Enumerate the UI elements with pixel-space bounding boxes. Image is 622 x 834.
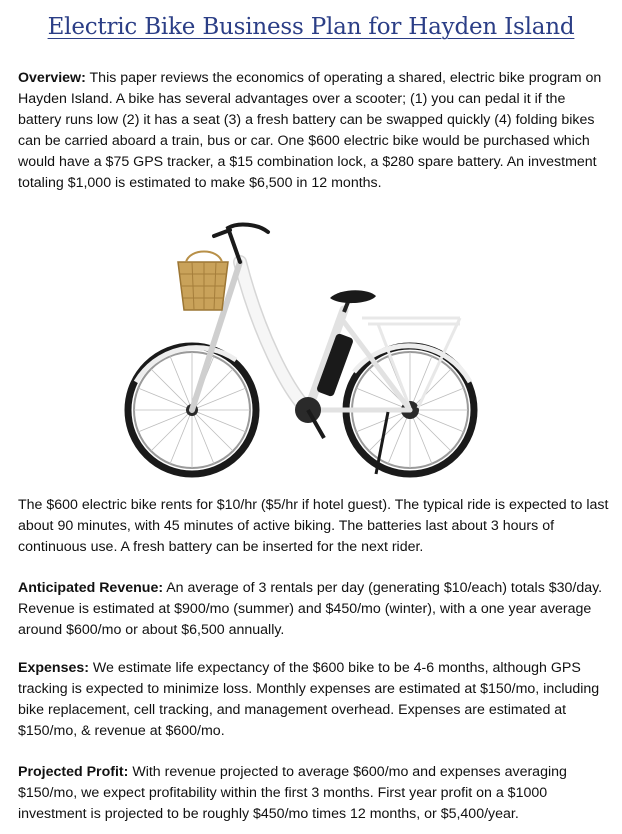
overview-paragraph bbox=[18, 68, 610, 194]
profit-paragraph bbox=[18, 762, 610, 825]
expenses-text: We estimate life expectancy of the $600 bike to be 4-6 months, although GPS tracking is expected to minimize loss. Monthly expenses are estimated at $150/mo, including bike replacement, cell tracking, and management overhead. Expenses are estimated at $150/mo, & revenue at $600/mo. bbox=[18, 660, 600, 739]
overview-text: This paper reviews the economics of operating a shared, electric bike program on Hayden Island. A bike has several advantages over a scooter; (1) you can pedal it if the battery runs low (2) it has a seat (3) a fresh battery can be swapped quickly (4) folding bikes can be carried aboard a train, bus or car. One $600 electric bike would be purchased which would have a $75 GPS tracker, a $15 combination lock, a $280 spare battery. An investment totaling $1,000 is estimated to make $6,500 in 12 months. bbox=[18, 70, 602, 191]
revenue-paragraph bbox=[18, 578, 610, 641]
expenses-paragraph bbox=[18, 658, 610, 742]
bike-seat bbox=[330, 290, 376, 303]
expenses-label: Expenses: bbox=[18, 660, 89, 676]
overview-label: Overview: bbox=[18, 70, 86, 86]
revenue-label: Anticipated Revenue: bbox=[18, 580, 164, 596]
electric-bike-image bbox=[118, 222, 504, 480]
page-title: Electric Bike Business Plan for Hayden Island bbox=[47, 14, 575, 40]
basket bbox=[178, 252, 228, 311]
profit-label: Projected Profit: bbox=[18, 764, 129, 780]
revenue-text: An average of 3 rentals per day (generating $10/each) totals $30/day. Revenue is estimated at $900/mo (summer) and $450/mo (winter), with a one year average around $600/mo or about $6,500 annually. bbox=[18, 580, 603, 638]
profit-text: With revenue projected to average $600/mo and expenses averaging $150/mo, we expect profitability within the first 3 months. First year profit on a $1000 investment is projected to be roughly $450/mo times 12 months, or $5,400/year. bbox=[18, 764, 567, 822]
rental-text: The $600 electric bike rents for $10/hr ($5/hr if hotel guest). The typical ride is expected to last about 90 minutes, with 45 minutes of active biking. The batteries last about 3 hours of continuous use. A fresh battery can be inserted for the next rider. bbox=[18, 497, 609, 555]
rental-paragraph bbox=[18, 495, 610, 558]
